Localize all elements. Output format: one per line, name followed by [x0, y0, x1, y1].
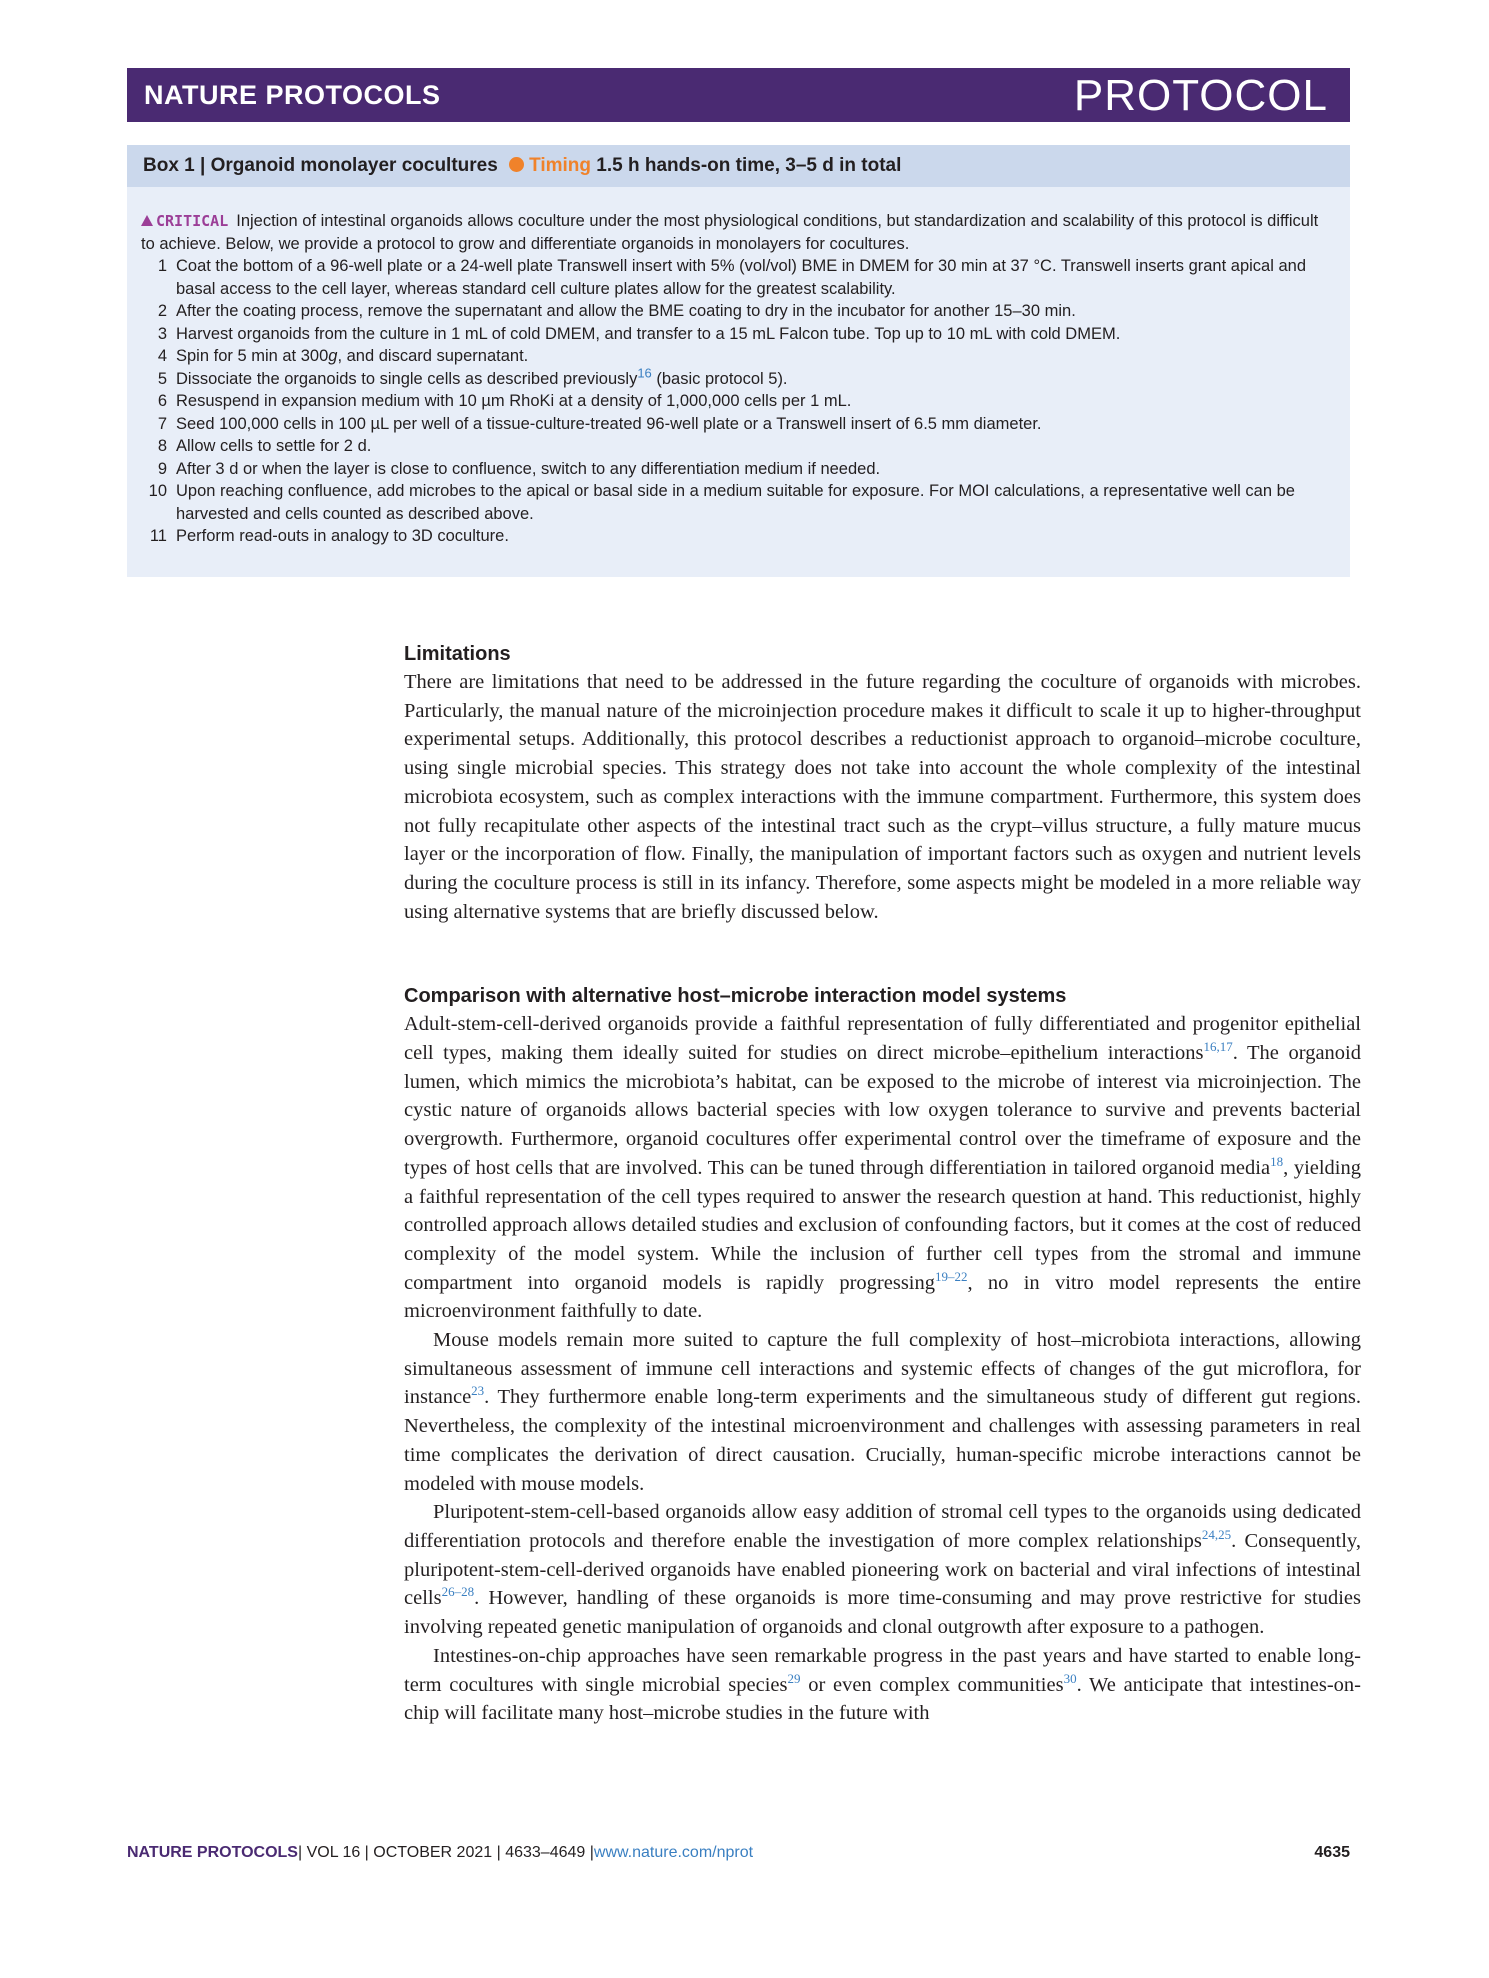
box-title: [143, 155, 901, 177]
step-number: 5: [157, 369, 167, 388]
paragraph-text: . However, handling of these organoids is more time-consuming and may prove restrictive for studies involving repeated genetic manipulation of organoids and clonal outgrowth after exposure to a pathogen.: [404, 1587, 1361, 1639]
step-text: Coat the bottom of a 96-well plate or a 24-well plate Transwell insert with 5% (vol/vol) BME in DMEM for 30 min at 37 °C. Transwell inserts grant apical and basal access to the cell layer, whereas standard cell culture plates allow for the greatest scalability.: [176, 257, 1307, 298]
step-item: [141, 255, 1335, 300]
step-text: [176, 345, 1335, 368]
reference-link[interactable]: 29: [787, 1670, 801, 1686]
paragraph-text: Intestines-on-chip approaches have seen remarkable progress in the past years and have started to enable long-term cocultures with single microbial species: [404, 1644, 1361, 1696]
paragraph-text: . They furthermore enable long-term experiments and the simultaneous study of different gut regions. Nevertheless, the complexity of the intestinal microenvironment and challenges with assessing parameters in real time complicates the derivation of direct causation. Crucially, human-specific microbe interactions cannot be modeled with mouse models.: [404, 1386, 1361, 1495]
paragraph-text: , no in vitro model represents the entire microenvironment faithfully to date.: [404, 1271, 1361, 1323]
journal-header-bar: [127, 68, 1350, 122]
step-text-italic: g: [328, 347, 338, 365]
step-number: 8: [157, 437, 167, 455]
reference-link[interactable]: 30: [1063, 1670, 1077, 1686]
step-number: 3: [157, 324, 167, 343]
section-gap: [404, 926, 1361, 982]
step-item: [141, 345, 1335, 368]
step-text: After the coating process, remove the supernatant and allow the BME coating to dry in the incubator for another 15–30 min.: [176, 302, 1076, 320]
journal-name: NATURE PROTOCOLS: [144, 80, 441, 110]
reference-link[interactable]: 19–22: [935, 1268, 968, 1284]
reference-link[interactable]: 23: [471, 1383, 485, 1399]
comparison-paragraph-1: [404, 1010, 1361, 1326]
step-item: [141, 458, 1335, 481]
footer-url-link[interactable]: www.nature.com/nprot: [593, 1844, 754, 1861]
paragraph-text: Mouse models remain more suited to capture the full complexity of host–microbiota interactions, allowing simultaneous assessment of immune cell interactions and systemic effects of changes of the gut microflora, for instance: [404, 1329, 1361, 1409]
step-number: 2: [157, 302, 167, 320]
step-number: 10: [148, 482, 167, 500]
step-text: Upon reaching confluence, add microbes to the apical or basal side in a medium suitable for exposure. For MOI calculations, a representative well can be harvested and cells counted as described above.: [176, 482, 1295, 523]
box-title-text: Box 1 | Organoid monolayer cocultures: [143, 155, 498, 176]
reference-link[interactable]: 18: [1270, 1154, 1284, 1170]
step-number: 6: [157, 392, 167, 410]
step-item: [141, 525, 1335, 548]
step-item: [141, 365, 1335, 391]
paragraph-text: Pluripotent-stem-cell-based organoids allow easy addition of stromal cell types to the organoids using dedicated differentiation protocols and therefore enable the investigation of more complex relationships: [404, 1501, 1361, 1552]
step-number: 9: [157, 459, 167, 478]
step-item: [141, 480, 1335, 525]
step-text-part: Dissociate the organoids to single cells as described previously: [176, 369, 638, 388]
step-number: 4: [157, 347, 167, 365]
step-text-part: , and discard supernatant.: [337, 347, 529, 365]
critical-note: [141, 210, 1335, 255]
limitations-heading: Limitations: [404, 643, 511, 665]
paragraph-text: . Consequently, pluripotent-stem-cell-derived organoids have enabled pioneering work on bacterial and viral infections of intestinal cells: [404, 1529, 1361, 1610]
step-item: [141, 413, 1335, 436]
reference-link[interactable]: 16: [637, 365, 652, 380]
box-content: [141, 210, 1335, 548]
step-number: 7: [157, 414, 167, 433]
step-item: [141, 300, 1335, 323]
step-item: [141, 323, 1335, 346]
step-text: Resuspend in expansion medium with 10 µm RhoKi at a density of 1,000,000 cells per 1 mL.: [176, 392, 852, 410]
timing-label: Timing: [529, 155, 592, 176]
step-text: Harvest organoids from the culture in 1 mL of cold DMEM, and transfer to a 15 mL Falcon tube. Top up to 10 mL with cold DMEM.: [176, 324, 1121, 343]
article-type: PROTOCOL: [1073, 71, 1328, 120]
footer-citation: | VOL 16 | OCTOBER 2021 | 4633–4649 |: [297, 1844, 594, 1861]
box-title-bar: [127, 145, 1350, 187]
timing-dot-icon: [509, 157, 524, 172]
comparison-heading: Comparison with alternative host–microbe interaction model systems: [404, 985, 1067, 1008]
step-number: 11: [149, 527, 167, 545]
footer-journal-name: NATURE PROTOCOLS: [127, 1844, 298, 1861]
paragraph-text: or even complex communities: [800, 1673, 1064, 1696]
paragraph-text: Adult-stem-cell-derived organoids provide a faithful representation of fully differentiated and progenitor epithelial cell types, making them ideally suited for studies on direct microbe–epithelium interactions: [404, 1013, 1361, 1065]
critical-text: Injection of intestinal organoids allows coculture under the most physiological conditions, but standardization and scalability of this protocol is difficult to achieve. Below, we provide a protocol to grow and differentiate organoids in monolayers for cocultures.: [141, 212, 1319, 253]
step-text: After 3 d or when the layer is close to confluence, switch to any differentiation medium if needed.: [176, 459, 881, 478]
step-text: Seed 100,000 cells in 100 µL per well of a tissue-culture-treated 96-well plate or a Transwell insert of 6.5 mm diameter.: [176, 414, 1042, 433]
step-text: Perform read-outs in analogy to 3D coculture.: [176, 527, 509, 545]
paragraph-text: , yielding a faithful representation of the cell types required to answer the research question at hand. This reductionist, highly controlled approach allows detailed studies and exclusion of confounding factors, but it comes at the cost of reduced complexity of the model system. While the inclusion of further cell types from the stromal and immune compartment into organoid models is rapidly progressing: [404, 1156, 1362, 1294]
step-text: Allow cells to settle for 2 d.: [176, 437, 372, 455]
page-footer: [127, 1844, 1350, 1862]
comparison-paragraph-3: [404, 1498, 1361, 1642]
timing-value: 1.5 h hands-on time, 3–5 d in total: [596, 155, 902, 176]
paragraph-text: . We anticipate that intestines-on-chip will facilitate many host–microbe studies in the future with: [404, 1673, 1361, 1725]
critical-label: CRITICAL: [156, 212, 229, 230]
critical-triangle-icon: [141, 215, 153, 226]
limitations-paragraph: There are limitations that need to be addressed in the future regarding the coculture of organoids with microbes. Particularly, the manual nature of the microinjection procedure makes it difficult to scale it up to higher-throughput experimental setups. Additionally, this protocol describes a reductionist approach to organoid–microbe coculture, using single microbial species. This strategy does not take into account the whole complexity of the intestinal microbiota ecosystem, such as complex interactions with the immune compartment. Furthermore, this system does not fully recapitulate other aspects of the intestinal tract such as the crypt–villus structure, a fully mature mucus layer or the incorporation of flow. Finally, the manipulation of important factors such as oxygen and nutrient levels during the coculture process is still in its infancy. Therefore, some aspects might be modeled in a more reliable way using alternative systems that are briefly discussed below.: [404, 671, 1361, 923]
page-number: 4635: [1314, 1844, 1350, 1861]
reference-link[interactable]: 26–28: [441, 1584, 475, 1600]
paragraph-text: . The organoid lumen, which mimics the microbiota’s habitat, can be exposed to the microbe of interest via microinjection. The cystic nature of organoids allows bacterial species with low oxygen tolerance to survive and prevents bacterial overgrowth. Furthermore, organoid cocultures offer experimental control over the timeframe of exposure and the types of host cells that are involved. This can be tuned through differentiation in tailored organoid media: [404, 1042, 1361, 1179]
step-item: [141, 435, 1335, 458]
step-text: [176, 365, 1335, 391]
step-text-part: Spin for 5 min at 300: [176, 347, 329, 365]
main-text: [404, 640, 1361, 1728]
comparison-paragraph-2: [404, 1326, 1361, 1498]
reference-link[interactable]: 24,25: [1201, 1527, 1232, 1543]
step-item: [141, 390, 1335, 413]
reference-link[interactable]: 16,17: [1203, 1039, 1233, 1055]
box-body: [127, 187, 1350, 577]
step-text-part: (basic protocol 5).: [651, 369, 788, 388]
step-number: 1: [157, 257, 167, 275]
comparison-paragraph-4: [404, 1642, 1361, 1728]
